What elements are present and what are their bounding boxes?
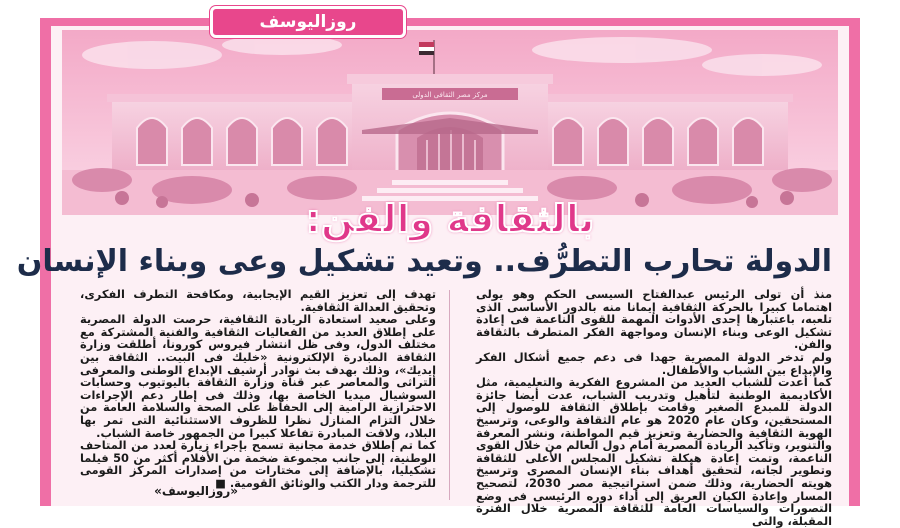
article-column-left	[80, 287, 436, 490]
paragraph: كما أعدت للشباب العديد من المشروع الفكرية والتعليمية، مثل الأكاديمية الوطنية لتأهيل وتدريب الشباب، عدت أيضا جائزة الدولة للمبدع الصغير وقامت بإطلاق الثقافة للوصول إلى المستحقين، وكان عام 2020 هو عام الثقافة والوعى، وترسيخ الهوية الثقافية والحضارية وتعزيز قيم المواطنة، ونشر المعرفة والتنوير، وتأكيد الريادة المصرية أمام دول العالم من خلال القوى الناعمة، وتمت إعادة هيكلة تشكيل المجلس الأعلى للثقافة وتطوير لجانه، لتحقيق أهداف بناء الإنسان المصرى وترسيخ هويته الحضارية، وذلك ضمن استراتيجية مصر 2030، لتصحيح المسار وإعادة الكيان العريق إلى أداء دوره الرئيسى فى وضع التصورات والسياسات العامة للثقافة المصرية خلال الفترة المقبلة، والتى	[476, 375, 833, 528]
publication-badge: روزاليوسف	[210, 6, 406, 38]
paragraph: ولم تدخر الدولة المصرية جهدا فى دعم جميع أشكال الفكر والإبداع بين الشباب والأطفال.	[476, 349, 832, 377]
article-column-right	[476, 287, 833, 528]
column-divider	[449, 290, 450, 500]
paragraph: وعلى صعيد استعادة الريادة الثقافية، حرصت الدولة المصرية على إطلاق العديد من الفعاليات الثقافية والفنية المشتركة مع مختلف الدول، وفى ظل انتشار فيروس كورونا، أطلقت وزارة الثقافة المبادرة الإلكترونية «خليك فى البيت.. الثقافة بين إيديك»، وذلك بهدف بث نوادر أرشيف الإبداع الوطنى والمعرفى التراثى والمعاصر عبر قناة وزارة الثقافة باليوتيوب وحسابات السوشيال ميديا الخاصة بها، وذلك فى إطار دعم الإجراءات الاحترازية الرامية إلى الحفاظ على الصحة والسلامة العامة من خلال التزام المنازل نظرا للظروف الاستثنائية التى تمر بها البلاد، ولاقت المبادرة تفاعلا كبيرا من الجمهور خاصة الشباب.	[80, 312, 436, 440]
article-signature: «روزاليوسف»	[154, 484, 238, 498]
paragraph: منذ أن تولى الرئيس عبدالفتاح السيسى الحكم وهو يولى اهتماما كبيرا بالحركة الثقافية إيمانا منه بالدور الأساسى الذى تلعبه، باعتبارها إحدى الأدوات المهمة للقوى الناعمة فى إعادة تشكيل الوعى وبناء الإنسان ومواجهة الفكر المتطرف بالثقافة والفن.	[476, 287, 832, 352]
paragraph: تهدف إلى تعزيز القيم الإيجابية، ومكافحة التطرف الفكرى، وتحقيق العدالة الثقافية.	[80, 287, 436, 314]
headline: بالثقافة والفن:	[305, 197, 595, 241]
subheadline: الدولة تحارب التطرُّف.. وتعيد تشكيل وعى وبناء الإنسان	[16, 244, 832, 279]
cultural-center-photo	[62, 30, 838, 215]
building-sign: مركز مصر الثقافى الدولى	[412, 91, 488, 99]
paragraph: كما تم إطلاق خدمة مجانية تسمح بإجراء زيارة لعدد من المتاحف الوطنية، إلى جانب مجموعة ضخمة من الأفلام أكثر من 50 فيلما تشكيليا، بالإضافة إلى مختارات من إصدارات المركز القومى للترجمة ودار الكتب والوثائق القومية. ■	[80, 438, 436, 490]
